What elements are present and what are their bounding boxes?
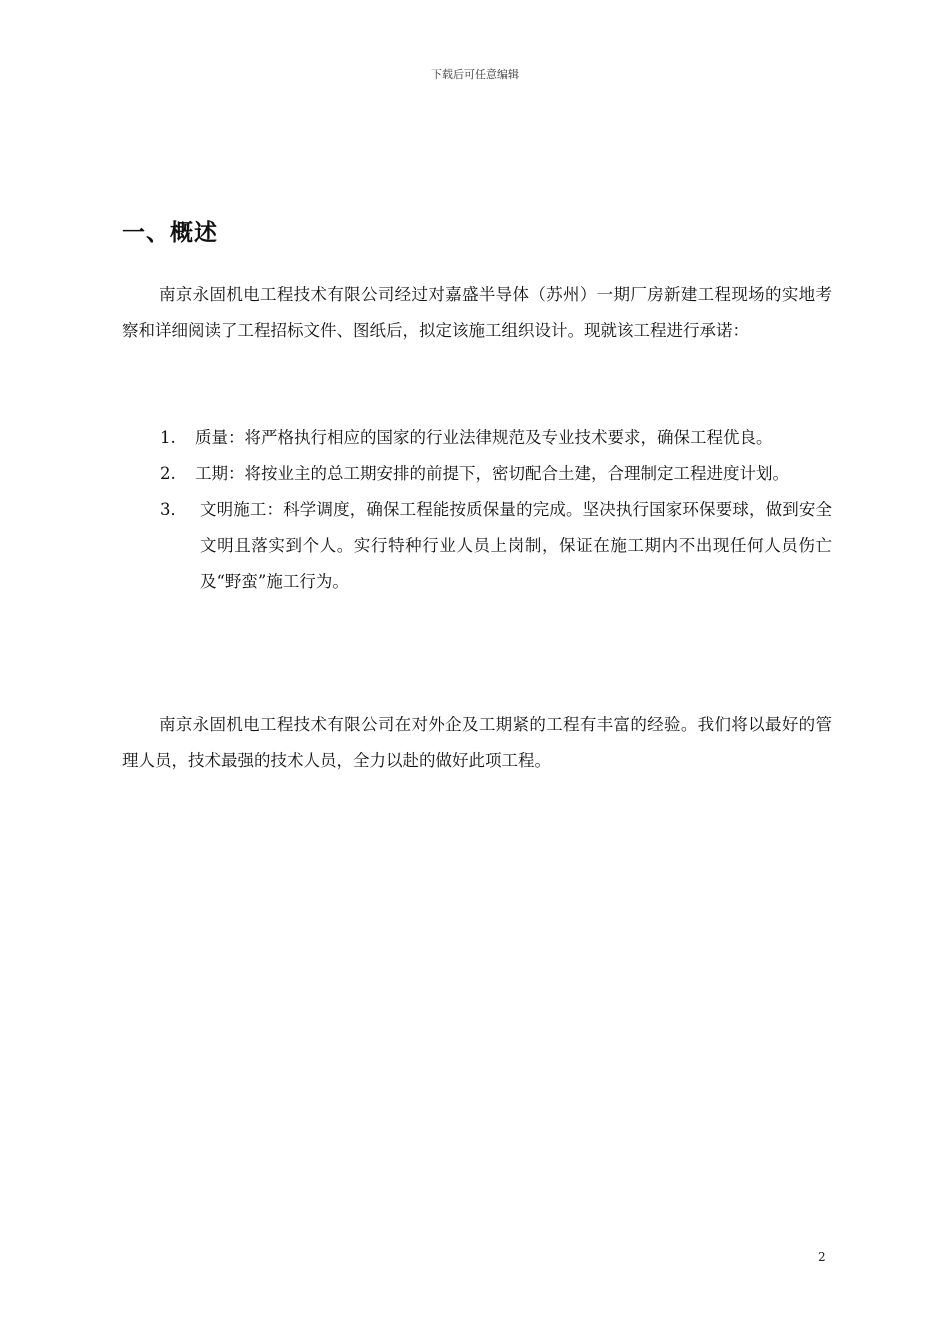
list-item-text: 质量：将严格执行相应的国家的行业法律规范及专业技术要求，确保工程优良。 [195,428,773,447]
section-title: 一、概述 [122,220,218,246]
list-item-text: 工期：将按业主的总工期安排的前提下，密切配合土建，合理制定工程进度计划。 [195,464,789,483]
commitment-item-quality [160,420,832,456]
commitment-list [160,420,832,600]
commitment-item-schedule [160,456,832,492]
intro-paragraph: 南京永固机电工程技术有限公司经过对嘉盛半导体（苏州）一期厂房新建工程现场的实地考察和详细阅读了工程招标文件、图纸后，拟定该施工组织设计。现就该工程进行承诺： [122,285,832,340]
list-item-number: 1. [160,428,176,447]
list-item-number: 3． [160,500,187,519]
list-item-number: 2. [160,464,176,483]
page-number: 2 [818,1250,826,1264]
commitment-item-civilized-construction [160,492,832,600]
header-note: 下载后可任意编辑 [431,68,519,81]
closing-paragraph: 南京永固机电工程技术有限公司在对外企及工期紧的工程有丰富的经验。我们将以最好的管理人员，技术最强的技术人员，全力以赴的做好此项工程。 [122,715,832,770]
list-item-text: 文明施工：科学调度，确保工程能按质保量的完成。坚决执行国家环保要球，做到安全文明且落实到个人。实行特种行业人员上岗制，保证在施工期内不出现任何人员伤亡及“野蛮”施工行为。 [200,500,832,591]
